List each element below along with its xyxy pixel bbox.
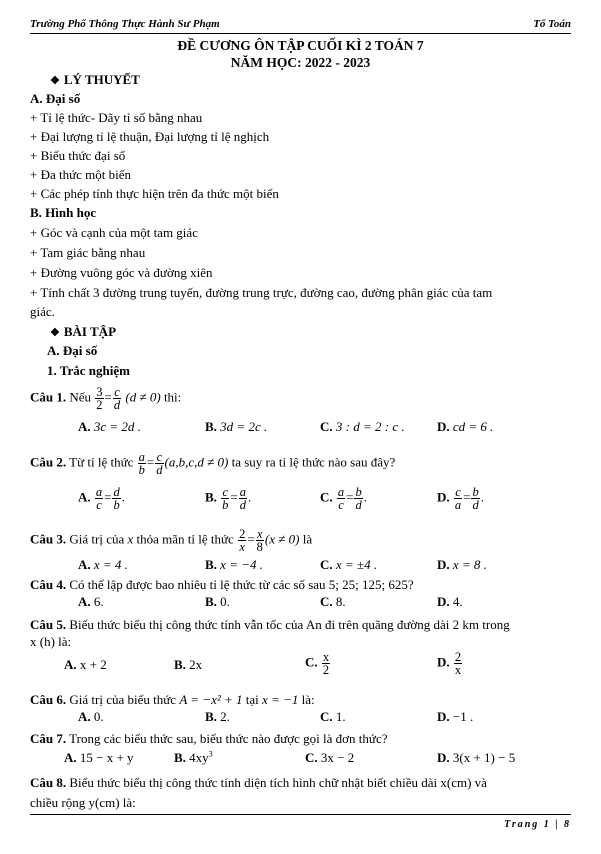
q2-option-d: D. $\frac{c}{a}$ = $\frac{b}{d}$ . (437, 485, 484, 512)
department-name: Tổ Toán (533, 18, 571, 30)
fraction: $\frac{a}{b}$ (138, 450, 145, 477)
question-8: Câu 8. Biểu thức biểu thị công thức tính diện tích hình chữ nhật biết chiều dài x(cm) và (30, 775, 487, 790)
school-name: Trường Phổ Thông Thực Hành Sư Phạm (30, 18, 220, 30)
question-6: Câu 6. Giá trị của biểu thức A = −x² + 1 tại x = −1 là: (30, 692, 315, 707)
list-item: + Đa thức một biến (30, 167, 132, 182)
page-footer (30, 814, 571, 835)
q7-option-c: C. 3x − 2 (305, 750, 355, 765)
list-item: + Góc và cạnh của một tam giác (30, 225, 198, 240)
q6-option-b: B. 2. (205, 709, 230, 724)
list-item: giác. (30, 304, 55, 319)
page-number: Trang 1 | 8 (504, 819, 571, 830)
q3-option-a: A. x = 4 . (78, 557, 128, 572)
q4-option-c: C. 8. (320, 594, 346, 609)
q6-option-d: D. −1 . (437, 709, 474, 724)
list-item: + Biểu thức đại số (30, 148, 126, 163)
q7-option-a: A. 15 − x + y (64, 750, 134, 765)
fraction: $\frac{x}{8}$ (256, 527, 263, 554)
q4-option-a: A. 6. (78, 594, 104, 609)
q5-option-b: B. 2x (174, 657, 203, 672)
q6-option-c: C. 1. (320, 709, 346, 724)
question-1: Câu 1. Nếu $\frac{3}{2}$ = $\frac{c}{d}$ (d ≠ 0) thì: (30, 385, 182, 412)
exercises-algebra-heading: A. Đại số (47, 343, 98, 358)
list-item: + Đại lượng tỉ lệ thuận, Đại lượng tỉ lệ nghịch (30, 129, 270, 144)
theory-geometry-heading: B. Hình học (30, 205, 97, 220)
q1-option-d: D. cd = 6 . (437, 419, 494, 434)
q3-option-b: B. x = −4 . (205, 557, 263, 572)
q4-option-d: D. 4. (437, 594, 463, 609)
list-item: + Đường vuông góc và đường xiên (30, 265, 213, 280)
q1-option-c: C. 3 : d = 2 : c . (320, 419, 405, 434)
question-4: Câu 4. Có thể lập được bao nhiêu tỉ lệ thức từ các số sau 5; 25; 125; 625? (30, 577, 414, 592)
theory-algebra-heading: A. Đại số (30, 91, 81, 106)
list-item: + Các phép tính thực hiện trên đa thức một biến (30, 186, 279, 201)
q5-option-c: C. $\frac{x}{2}$ (305, 650, 330, 677)
page-header (30, 17, 571, 34)
fraction: $\frac{c}{d}$ (156, 450, 163, 477)
q2-option-b: B. $\frac{c}{b}$ = $\frac{a}{d}$ . (205, 485, 252, 512)
question-2: Câu 2. Từ tỉ lệ thức $\frac{a}{b}$ = $\frac{c}{d}$ (a,b,c,d ≠ 0) ta suy ra tỉ lệ thức nào sau đây? (30, 450, 396, 477)
theory-heading: ❖ LÝ THUYẾT (50, 72, 140, 87)
q5-option-d: D. $\frac{2}{x}$ (437, 650, 462, 677)
question-8-cont: chiều rộng y(cm) là: (30, 795, 136, 810)
list-item: + Tính chất 3 đường trung tuyến, đường trung trực, đường cao, đường phân giác của tam (30, 285, 493, 300)
diamond-bullet-icon: ❖ (50, 327, 60, 339)
question-7: Câu 7. Trong các biểu thức sau, biểu thức nào được gọi là đơn thức? (30, 731, 388, 746)
q3-option-c: C. x = ±4 . (320, 557, 378, 572)
q2-option-a: A. $\frac{a}{c}$ = $\frac{d}{b}$ . (78, 485, 125, 512)
question-3: Câu 3. Giá trị của x thỏa mãn tỉ lệ thức $\frac{2}{x}$ = $\frac{x}{8}$ (x ≠ 0) là (30, 527, 313, 554)
fraction: $\frac{c}{d}$ (113, 385, 121, 412)
q1-option-a: A. 3c = 2d . (78, 419, 141, 434)
fraction: $\frac{3}{2}$ (96, 385, 103, 412)
exercises-heading: ❖ BÀI TẬP (50, 324, 117, 339)
document-title: ĐỀ CƯƠNG ÔN TẬP CUỐI KÌ 2 TOÁN 7 (177, 38, 424, 53)
school-year: NĂM HỌC: 2022 - 2023 (230, 55, 371, 70)
diamond-bullet-icon: ❖ (50, 75, 60, 87)
q3-option-d: D. x = 8 . (437, 557, 487, 572)
q7-option-b: B. $4xy^3$ (174, 749, 213, 765)
list-item: + Tỉ lệ thức- Dãy tỉ số bằng nhau (30, 110, 203, 125)
q5-option-a: A. x + 2 (64, 657, 107, 672)
question-5-cont: x (h) là: (30, 634, 72, 649)
q7-option-d: D. 3(x + 1) − 5 (437, 750, 516, 765)
question-5: Câu 5. Biểu thức biểu thị công thức tính vẫn tốc của An đi trên quãng đường dài 2 km trong (30, 617, 510, 632)
q6-option-a: A. 0. (78, 709, 104, 724)
multiple-choice-heading: 1. Trắc nghiệm (47, 363, 130, 378)
q4-option-b: B. 0. (205, 594, 230, 609)
fraction: $\frac{2}{x}$ (239, 527, 246, 554)
list-item: + Tam giác bằng nhau (30, 245, 146, 260)
q2-option-c: C. $\frac{a}{c}$ = $\frac{b}{d}$ . (320, 485, 367, 512)
q1-option-b: B. 3d = 2c . (205, 419, 268, 434)
